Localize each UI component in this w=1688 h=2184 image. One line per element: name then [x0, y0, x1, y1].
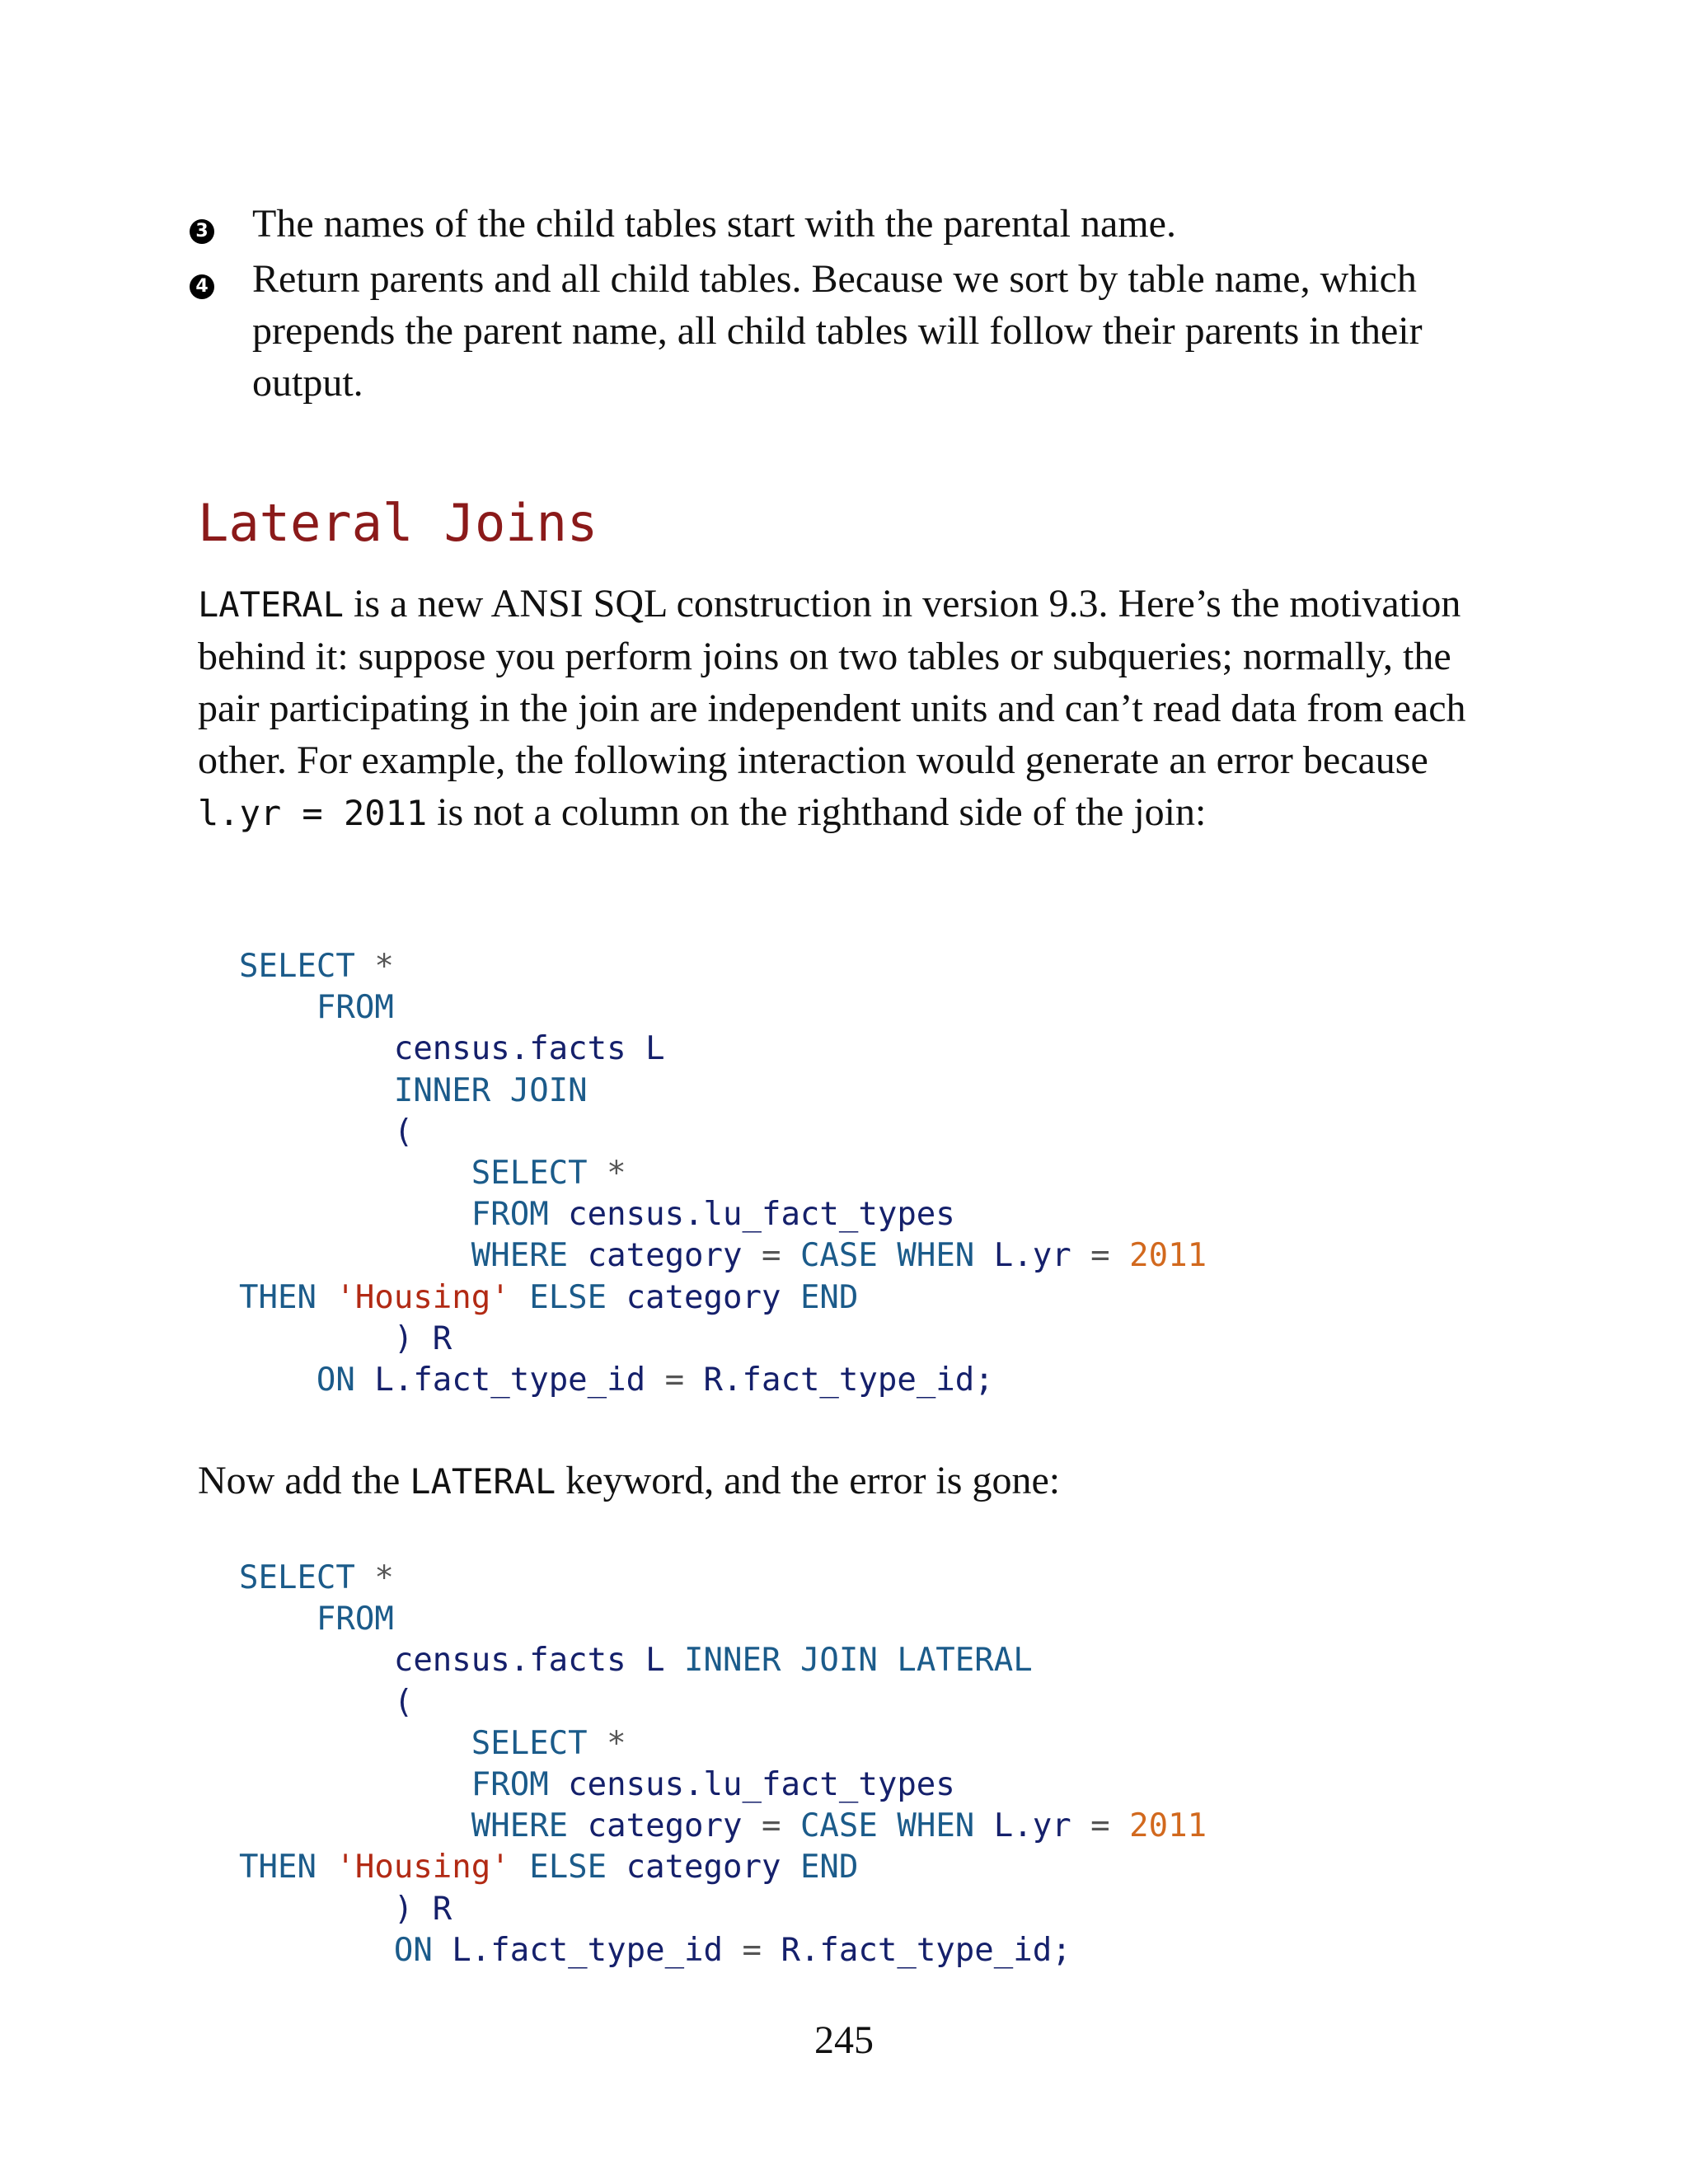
code-identifier: L.yr [974, 1237, 1071, 1275]
code-number: 2011 [1129, 1807, 1207, 1845]
code-line [239, 1599, 1207, 1640]
inline-code: l.yr = 2011 [198, 793, 428, 833]
code-keyword: CASE WHEN [799, 1807, 975, 1845]
code-indent [239, 1361, 316, 1399]
code-keyword: WHERE [471, 1237, 569, 1275]
code-identifier: L.fact_type_id [432, 1931, 724, 1969]
code-keyword: END [781, 1849, 859, 1886]
code-indent [239, 1891, 394, 1928]
code-operator: * [354, 1559, 394, 1596]
code-keyword: WHERE [471, 1807, 569, 1845]
code-keyword: THEN [239, 1278, 316, 1316]
code-indent [239, 1684, 394, 1721]
intro-paragraph [198, 578, 1508, 839]
code-operator: = [742, 1807, 800, 1845]
code-line [239, 1235, 1207, 1277]
code-indent [239, 989, 316, 1026]
callout-item [190, 198, 1500, 250]
code-line [239, 1194, 1207, 1235]
code-keyword: SELECT [471, 1724, 588, 1762]
code-block-lateral-example [239, 1558, 1207, 1971]
code-indent [239, 1030, 394, 1067]
paragraph-text: keyword, and the error is gone: [556, 1459, 1061, 1502]
code-indent [239, 1601, 316, 1638]
code-operator: * [354, 948, 394, 985]
code-line [239, 1806, 1207, 1847]
paragraph-text: is a new ANSI SQL construction in version 9.3. Here’s the motivation behind it: suppose you perform joins on two tables or subqueries; normally, the pair participating in the join are independent units and can’t read data from each other. For example, the following interaction would generate an error because [198, 582, 1466, 782]
paragraph-text: is not a column on the righthand side of the join: [427, 790, 1207, 834]
code-keyword: INNER JOIN [393, 1071, 588, 1109]
code-line [239, 1930, 1207, 1971]
code-line [239, 1319, 1207, 1360]
code-line [239, 1112, 1207, 1153]
callout-text: The names of the child tables start with the parental name. [252, 202, 1176, 246]
code-operator: = [645, 1361, 704, 1399]
code-punctuation: ( [393, 1683, 414, 1721]
code-line [239, 1360, 1207, 1401]
code-identifier: L.fact_type_id [354, 1361, 646, 1399]
code-line [239, 1640, 1207, 1681]
code-identifier: R.fact_type_id; [703, 1361, 994, 1399]
code-identifier: category [607, 1849, 781, 1886]
code-operator: * [587, 1155, 626, 1193]
callout-number-icon: 4 [190, 274, 214, 299]
code-line [239, 1889, 1207, 1930]
code-indent [239, 1807, 471, 1844]
code-string: 'Housing' [316, 1849, 510, 1886]
code-line [239, 1682, 1207, 1723]
code-indent [239, 1932, 394, 1969]
inline-code-keyword: LATERAL [410, 1461, 556, 1502]
code-keyword: ON [393, 1931, 433, 1969]
callout-list [190, 198, 1500, 409]
code-line [239, 1723, 1207, 1765]
code-keyword: FROM [471, 1196, 549, 1234]
code-identifier: category [568, 1237, 743, 1275]
code-operator: = [742, 1237, 800, 1275]
code-keyword: ON [316, 1361, 355, 1399]
code-keyword: THEN [239, 1849, 316, 1886]
code-indent [239, 1113, 394, 1151]
code-block-error-example [239, 946, 1207, 1401]
code-identifier: L.yr [974, 1807, 1071, 1845]
code-keyword: FROM [316, 989, 394, 1027]
code-indent [239, 1155, 471, 1192]
code-keyword: FROM [316, 1601, 394, 1638]
paragraph-text: Now add the [198, 1459, 410, 1502]
callout-item [190, 253, 1500, 409]
code-indent [239, 1072, 394, 1109]
code-keyword: FROM [471, 1766, 549, 1804]
code-indent [239, 1196, 471, 1233]
code-line [239, 1071, 1207, 1112]
code-identifier: category [568, 1807, 743, 1845]
code-identifier: census.lu_fact_types [548, 1196, 955, 1234]
code-identifier: ) R [393, 1319, 452, 1357]
code-indent [239, 1766, 471, 1803]
code-operator: = [723, 1931, 781, 1969]
code-operator: = [1071, 1807, 1130, 1845]
code-identifier: census.facts L [393, 1642, 665, 1680]
callout-text: Return parents and all child tables. Because we sort by table name, which prepends the parent name, all child tables will follow their parents in their output. [252, 257, 1423, 405]
code-number: 2011 [1129, 1237, 1207, 1275]
code-keyword: SELECT [239, 1559, 355, 1596]
code-operator: = [1071, 1237, 1130, 1275]
code-line [239, 987, 1207, 1029]
code-keyword: ELSE [509, 1278, 607, 1316]
inline-code-keyword: LATERAL [198, 584, 345, 625]
code-punctuation: ( [393, 1113, 414, 1151]
page-number: 245 [814, 2018, 874, 2062]
lateral-paragraph [198, 1455, 1508, 1507]
code-indent [239, 1642, 394, 1679]
section-title: Lateral Joins [198, 493, 598, 553]
code-line [239, 1029, 1207, 1070]
callout-number-icon: 3 [190, 219, 214, 244]
code-indent [239, 1725, 471, 1762]
code-keyword: SELECT [471, 1155, 588, 1193]
code-identifier: census.lu_fact_types [548, 1766, 955, 1804]
code-line [239, 1765, 1207, 1806]
code-keyword: SELECT [239, 948, 355, 985]
code-identifier: category [607, 1278, 781, 1316]
code-identifier: census.facts L [393, 1030, 665, 1068]
code-indent [239, 1320, 394, 1357]
code-line [239, 1277, 1207, 1319]
code-identifier: ) R [393, 1890, 452, 1928]
code-line [239, 1558, 1207, 1599]
code-identifier: R.fact_type_id; [781, 1931, 1071, 1969]
code-operator: * [587, 1724, 626, 1762]
code-line [239, 1153, 1207, 1194]
code-keyword: CASE WHEN [799, 1237, 975, 1275]
code-keyword: ELSE [509, 1849, 607, 1886]
code-indent [239, 1237, 471, 1274]
code-line [239, 946, 1207, 987]
code-keyword: END [781, 1278, 859, 1316]
code-keyword: INNER JOIN LATERAL [664, 1642, 1033, 1680]
code-string: 'Housing' [316, 1278, 510, 1316]
code-line [239, 1847, 1207, 1888]
